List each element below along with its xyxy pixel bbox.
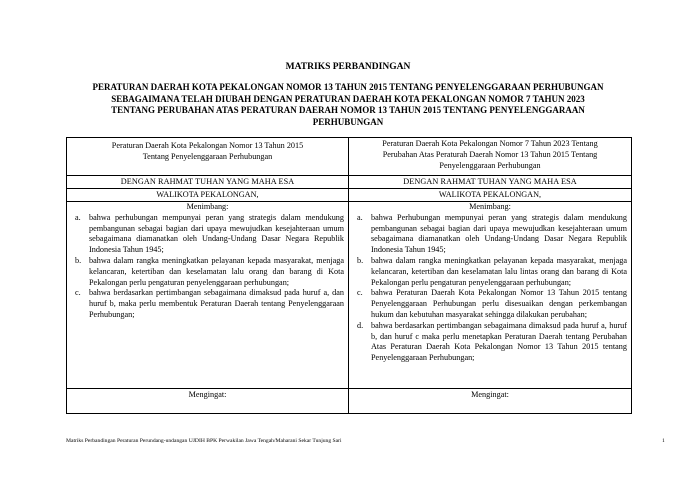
list-item: [351, 213, 627, 256]
item-letter: a.: [75, 212, 81, 222]
document-subtitle: [60, 82, 636, 128]
right-divider: [349, 388, 631, 389]
left-preamble-dengan: DENGAN RAHMAT TUHAN YANG MAHA ESA: [67, 176, 348, 189]
item-letter: c.: [357, 288, 363, 298]
right-menimbang: Menimbang:: [469, 202, 511, 211]
comparison-table: [66, 137, 632, 414]
left-walikota: WALIKOTA PEKALONGAN,: [67, 189, 348, 202]
list-item: [69, 213, 344, 256]
header-line: Tentang Penyelenggaraan Perhubungan: [142, 151, 273, 161]
left-column-header: [67, 138, 348, 176]
right-preamble-dengan: DENGAN RAHMAT TUHAN YANG MAHA ESA: [349, 176, 631, 189]
item-text: bahwa berdasarkan pertimbangan sebagaimana dimaksud pada huruf a, huruf b, dan huruf c maka perlu menetapkan Peraturan Daerah tentang Perubahan Atas Peraturan Daerah Kota Pekalongan Nomor 13 Tahun 2015 tentang Penyelenggaraan Perhubungan;: [371, 320, 627, 363]
list-item: [351, 256, 627, 288]
header-line: Peraturan Daerah Kota Pekalongan Nomor 13 Tahun 2015: [111, 141, 304, 150]
item-text: bahwa Peraturan Daerah Kota Pekalongan Nomor 13 Tahun 2015 tentang Penyelenggaraan Perhubungan perlu disesuaikan dengan perkembangan hukum dan kebutuhan masyarakat sehingga dilakukan perubahan;: [371, 288, 627, 319]
left-menimbang: Menimbang:: [186, 202, 229, 211]
header-line: Perubahan Atas Peraturah Daerah Nomor 13 Tahun 2015 Tentang: [382, 149, 598, 159]
left-divider: [67, 388, 348, 389]
page-title: MATRIKS PERBANDINGAN: [285, 62, 411, 72]
item-letter: a.: [357, 212, 363, 222]
item-text: bahwa dalam rangka meningkatkan pelayanan kepada masyarakat, menjaga kelancaran, ketertiban dan keselamatan lalu lintas orang dan barang di Kota Pekalongan perlu pengaturan penyelenggaraan perhubungan;: [371, 255, 627, 287]
item-text: bahwa Perhubungan mempunyai peran yang strategis dalam mendukung pembangunan sebagai bagian dari upaya mewujudkan kesejahteraan umum sebagaimana diamanatkan oleh Undang-Undang Dasar Negara Republik Indonesia Tahun 1945;: [371, 212, 627, 255]
right-column-header: [349, 138, 631, 176]
item-text: bahwa perhubungan mempunyai peran yang strategis dalam mendukung pembangunan sebagai bagian dari upaya mewujudkan kesejahteraan umum sebagaimana diamanatkan oleh Undang-Undang Dasar Negara Republik Indonesia Tahun 1945;: [89, 212, 344, 255]
item-letter: b.: [75, 255, 82, 265]
page-footer: Matriks Perbandingan Peraturan Perundang-undangan UJDIH BPK Perwakilan Jawa Tengah/Maharani Sekar Tunjung Sari: [66, 438, 342, 444]
header-line: Peraturan Daerah Kota Pekalongan Nomor 7 Tahun 2023 Tentang: [382, 139, 598, 148]
subtitle-line: PERHUBUNGAN: [312, 116, 384, 127]
page-number: 1: [662, 438, 665, 444]
item-text: bahwa dalam rangka meningkatkan pelayanan kepada masyarakat, menjaga kelancaran, ketertiban dan keselamatan lalu orang dan barang di Kota Pekalongan perlu pengaturan penyelenggaraan perhubungan;: [89, 255, 344, 287]
left-column: [67, 138, 349, 413]
left-menimbang-list: [67, 213, 348, 321]
list-item: [351, 321, 627, 364]
list-item: [351, 288, 627, 320]
list-item: [69, 288, 344, 320]
subtitle-line: SEBAGAIMANA TELAH DIUBAH DENGAN PERATURAN DAERAH KOTA PEKALONGAN NOMOR 7 TAHUN 2023: [111, 93, 585, 104]
right-walikota: WALIKOTA PEKALONGAN,: [349, 189, 631, 202]
header-line: Penyelenggaraan Perhubungan: [439, 160, 541, 170]
right-menimbang-list: [349, 213, 631, 364]
item-letter: d.: [357, 320, 364, 330]
item-letter: c.: [75, 288, 81, 298]
right-column: [349, 138, 631, 413]
item-letter: b.: [357, 255, 364, 265]
subtitle-line: TENTANG PERUBAHAN ATAS PERATURAN DAERAH NOMOR 13 TAHUN 2015 TENTANG PENYELENGGARAAN: [111, 105, 585, 115]
left-mengingat: Mengingat:: [188, 390, 227, 399]
right-mengingat: Mengingat:: [471, 390, 509, 399]
subtitle-line: PERATURAN DAERAH KOTA PEKALONGAN NOMOR 13 TAHUN 2015 TENTANG PENYELENGGARAAN PERHUBUNGAN: [92, 82, 604, 92]
item-text: bahwa berdasarkan pertimbangan sebagaimana dimaksud pada huruf a, dan huruf b, maka perlu membentuk Peraturan Daerah tentang Penyelenggaraan Perhubungan;: [89, 288, 344, 319]
list-item: [69, 256, 344, 288]
